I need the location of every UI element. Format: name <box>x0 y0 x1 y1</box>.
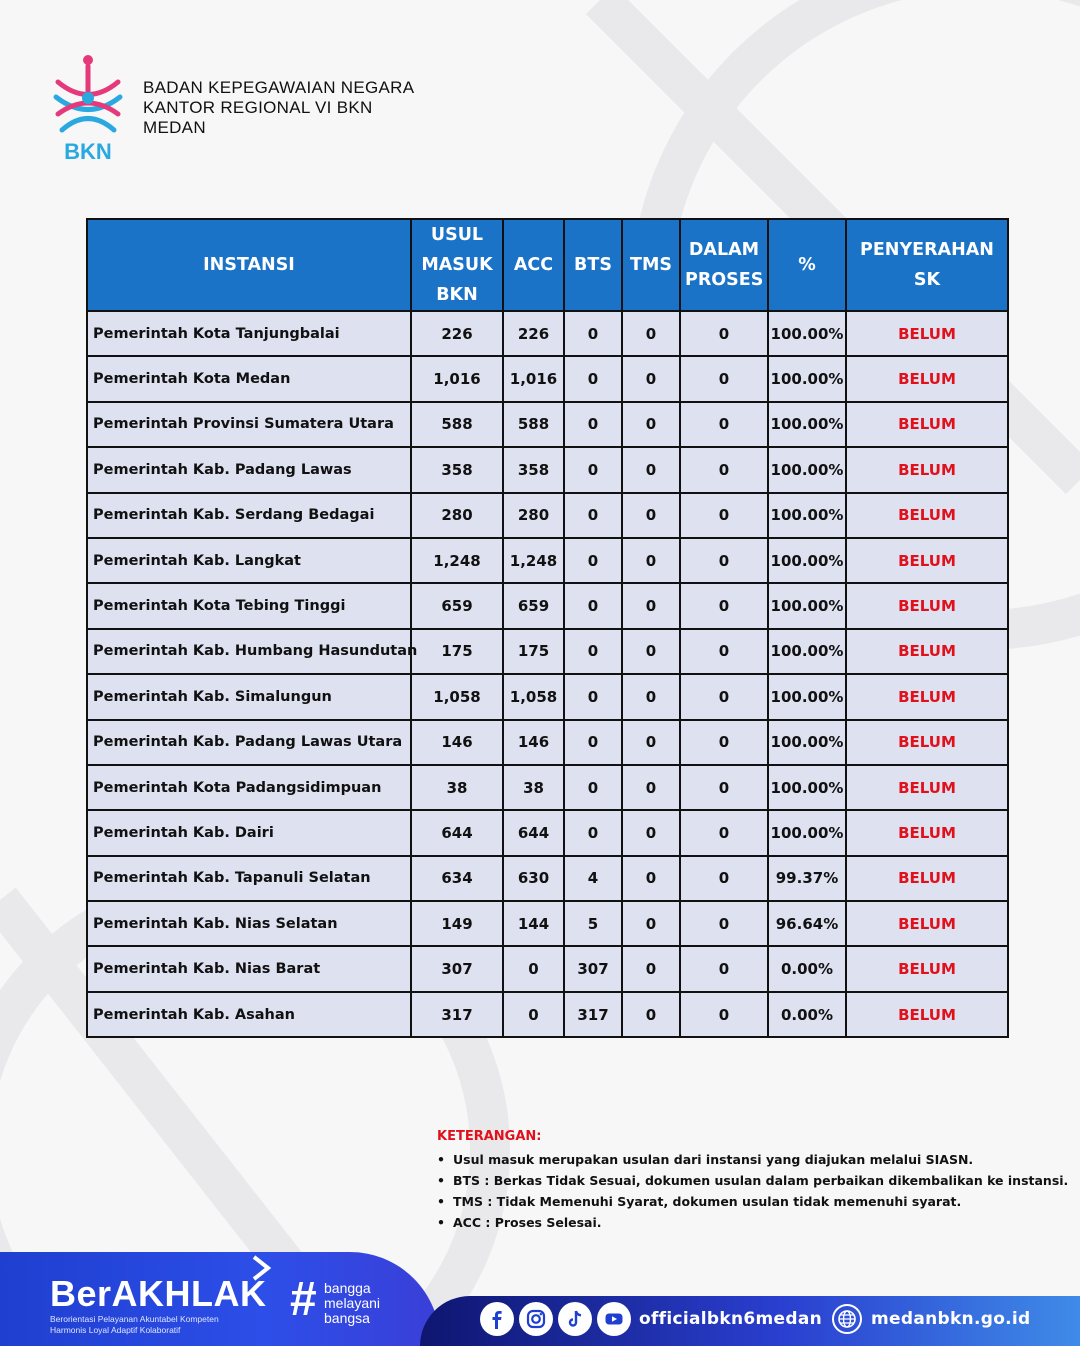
cell-tms: 0 <box>622 629 680 674</box>
cell-instansi: Pemerintah Kab. Langkat <box>87 538 411 583</box>
cell-instansi: Pemerintah Provinsi Sumatera Utara <box>87 402 411 447</box>
cell-bts: 4 <box>564 856 622 901</box>
cell-dalam-proses: 0 <box>680 493 768 538</box>
cell-bts: 0 <box>564 447 622 492</box>
tagline-line-2: Harmonis Loyal Adaptif Kolaboratif <box>50 1325 181 1335</box>
cell-percent: 100.00% <box>768 447 846 492</box>
table-header-row <box>87 219 1008 311</box>
cell-acc: 1,248 <box>503 538 564 583</box>
cell-tms: 0 <box>622 901 680 946</box>
cell-bts: 0 <box>564 356 622 401</box>
cell-penyerahan-sk: BELUM <box>846 356 1008 401</box>
cell-acc: 175 <box>503 629 564 674</box>
cell-acc: 630 <box>503 856 564 901</box>
cell-tms: 0 <box>622 720 680 765</box>
cell-tms: 0 <box>622 356 680 401</box>
table-row <box>87 856 1008 901</box>
cell-usul-masuk: 317 <box>411 992 503 1037</box>
cell-tms: 0 <box>622 992 680 1037</box>
cell-usul-masuk: 307 <box>411 946 503 991</box>
col-header-tms: TMS <box>622 219 680 311</box>
cell-usul-masuk: 175 <box>411 629 503 674</box>
bangga-line: bangsa <box>324 1310 370 1326</box>
notes-section <box>437 1129 1069 1233</box>
cell-acc: 0 <box>503 946 564 991</box>
cell-dalam-proses: 0 <box>680 992 768 1037</box>
cell-tms: 0 <box>622 493 680 538</box>
note-item: • BTS : Berkas Tidak Sesuai, dokumen usulan dalam perbaikan dikembalikan ke instansi. <box>437 1170 1057 1191</box>
col-header-instansi: INSTANSI <box>87 219 411 311</box>
cell-instansi: Pemerintah Kota Padangsidimpuan <box>87 765 411 810</box>
cell-percent: 100.00% <box>768 810 846 855</box>
cell-bts: 0 <box>564 402 622 447</box>
bangga-melayani-bangsa <box>324 1281 380 1326</box>
cell-instansi: Pemerintah Kab. Simalungun <box>87 674 411 719</box>
cell-percent: 100.00% <box>768 720 846 765</box>
cell-bts: 0 <box>564 810 622 855</box>
cell-instansi: Pemerintah Kab. Tapanuli Selatan <box>87 856 411 901</box>
cell-usul-masuk: 226 <box>411 311 503 356</box>
cell-instansi: Pemerintah Kota Tanjungbalai <box>87 311 411 356</box>
cell-percent: 100.00% <box>768 311 846 356</box>
table-row <box>87 674 1008 719</box>
cell-tms: 0 <box>622 810 680 855</box>
cell-tms: 0 <box>622 583 680 628</box>
cell-usul-masuk: 358 <box>411 447 503 492</box>
cell-acc: 226 <box>503 311 564 356</box>
cell-acc: 644 <box>503 810 564 855</box>
cell-tms: 0 <box>622 674 680 719</box>
cell-penyerahan-sk: BELUM <box>846 810 1008 855</box>
cell-dalam-proses: 0 <box>680 629 768 674</box>
cell-dalam-proses: 0 <box>680 447 768 492</box>
cell-percent: 96.64% <box>768 901 846 946</box>
chevron-right-icon <box>250 1255 272 1281</box>
cell-penyerahan-sk: BELUM <box>846 765 1008 810</box>
bangga-line: melayani <box>324 1295 381 1311</box>
cell-tms: 0 <box>622 765 680 810</box>
col-header-dalam-proses: DALAM PROSES <box>680 219 768 311</box>
org-line-2: KANTOR REGIONAL VI BKN <box>143 98 373 117</box>
cell-instansi: Pemerintah Kota Medan <box>87 356 411 401</box>
data-table <box>86 218 1009 1038</box>
table-row <box>87 810 1008 855</box>
table-row <box>87 720 1008 765</box>
col-header-bts: BTS <box>564 219 622 311</box>
berakhlak-tagline <box>50 1314 219 1336</box>
notes-list <box>437 1149 1069 1233</box>
table-row <box>87 538 1008 583</box>
organization-name <box>143 78 414 138</box>
cell-bts: 0 <box>564 674 622 719</box>
bkn-emblem-icon <box>48 52 128 162</box>
cell-bts: 0 <box>564 720 622 765</box>
cell-usul-masuk: 1,248 <box>411 538 503 583</box>
cell-percent: 100.00% <box>768 493 846 538</box>
cell-penyerahan-sk: BELUM <box>846 583 1008 628</box>
cell-tms: 0 <box>622 402 680 447</box>
tagline-line-1: Berorientasi Pelayanan Akuntabel Kompeten <box>50 1314 219 1324</box>
cell-penyerahan-sk: BELUM <box>846 538 1008 583</box>
cell-dalam-proses: 0 <box>680 720 768 765</box>
cell-bts: 0 <box>564 538 622 583</box>
cell-penyerahan-sk: BELUM <box>846 901 1008 946</box>
cell-instansi: Pemerintah Kab. Dairi <box>87 810 411 855</box>
cell-usul-masuk: 1,058 <box>411 674 503 719</box>
cell-dalam-proses: 0 <box>680 765 768 810</box>
cell-percent: 0.00% <box>768 946 846 991</box>
cell-penyerahan-sk: BELUM <box>846 720 1008 765</box>
cell-instansi: Pemerintah Kab. Nias Barat <box>87 946 411 991</box>
cell-usul-masuk: 280 <box>411 493 503 538</box>
cell-percent: 100.00% <box>768 538 846 583</box>
cell-usul-masuk: 1,016 <box>411 356 503 401</box>
cell-acc: 280 <box>503 493 564 538</box>
col-header-penyerahan-sk: PENYERAHAN SK <box>846 219 1008 311</box>
youtube-icon[interactable] <box>597 1302 631 1336</box>
facebook-icon[interactable] <box>480 1302 514 1336</box>
cell-acc: 659 <box>503 583 564 628</box>
cell-instansi: Pemerintah Kab. Asahan <box>87 992 411 1037</box>
instagram-icon[interactable] <box>519 1302 553 1336</box>
col-header-acc: ACC <box>503 219 564 311</box>
cell-penyerahan-sk: BELUM <box>846 447 1008 492</box>
data-table-container <box>86 218 1007 1038</box>
cell-percent: 100.00% <box>768 674 846 719</box>
website-link[interactable]: medanbkn.go.id <box>871 1309 1031 1329</box>
cell-usul-masuk: 659 <box>411 583 503 628</box>
cell-dalam-proses: 0 <box>680 402 768 447</box>
cell-instansi: Pemerintah Kab. Serdang Bedagai <box>87 493 411 538</box>
cell-bts: 0 <box>564 493 622 538</box>
bangga-line: bangga <box>324 1280 371 1296</box>
table-row <box>87 311 1008 356</box>
table-row <box>87 493 1008 538</box>
globe-icon <box>832 1304 862 1334</box>
cell-percent: 100.00% <box>768 583 846 628</box>
table-row <box>87 901 1008 946</box>
logo-text: BKN <box>64 139 112 162</box>
bkn-logo <box>48 52 128 162</box>
cell-usul-masuk: 634 <box>411 856 503 901</box>
cell-dalam-proses: 0 <box>680 583 768 628</box>
berakhlak-logo: BerAKHLAK <box>50 1273 267 1314</box>
cell-bts: 0 <box>564 311 622 356</box>
table-row <box>87 402 1008 447</box>
cell-penyerahan-sk: BELUM <box>846 856 1008 901</box>
note-item: • TMS : Tidak Memenuhi Syarat, dokumen usulan tidak memenuhi syarat. <box>437 1191 1057 1212</box>
cell-bts: 5 <box>564 901 622 946</box>
note-item: • ACC : Proses Selesai. <box>437 1212 1057 1233</box>
cell-tms: 0 <box>622 538 680 583</box>
cell-penyerahan-sk: BELUM <box>846 629 1008 674</box>
table-row <box>87 992 1008 1037</box>
cell-acc: 588 <box>503 402 564 447</box>
table-row <box>87 356 1008 401</box>
cell-dalam-proses: 0 <box>680 538 768 583</box>
cell-bts: 317 <box>564 992 622 1037</box>
cell-usul-masuk: 644 <box>411 810 503 855</box>
cell-penyerahan-sk: BELUM <box>846 674 1008 719</box>
org-line-1: BADAN KEPEGAWAIAN NEGARA <box>143 78 415 97</box>
social-handle[interactable]: officialbkn6medan <box>639 1309 822 1329</box>
org-line-3: MEDAN <box>143 118 206 137</box>
cell-usul-masuk: 38 <box>411 765 503 810</box>
cell-acc: 1,016 <box>503 356 564 401</box>
cell-usul-masuk: 149 <box>411 901 503 946</box>
cell-tms: 0 <box>622 311 680 356</box>
cell-penyerahan-sk: BELUM <box>846 311 1008 356</box>
hash-icon: # <box>290 1273 317 1326</box>
cell-instansi: Pemerintah Kab. Padang Lawas Utara <box>87 720 411 765</box>
cell-usul-masuk: 146 <box>411 720 503 765</box>
cell-percent: 100.00% <box>768 765 846 810</box>
cell-penyerahan-sk: BELUM <box>846 402 1008 447</box>
notes-title: KETERANGAN: <box>437 1129 542 1144</box>
cell-penyerahan-sk: BELUM <box>846 992 1008 1037</box>
cell-acc: 144 <box>503 901 564 946</box>
cell-penyerahan-sk: BELUM <box>846 493 1008 538</box>
cell-tms: 0 <box>622 856 680 901</box>
cell-bts: 0 <box>564 765 622 810</box>
table-row <box>87 765 1008 810</box>
table-body <box>87 311 1008 1037</box>
cell-instansi: Pemerintah Kab. Nias Selatan <box>87 901 411 946</box>
cell-bts: 0 <box>564 629 622 674</box>
col-header-usul: USUL MASUK BKN <box>411 219 503 311</box>
social-links <box>480 1302 1041 1336</box>
cell-tms: 0 <box>622 447 680 492</box>
cell-acc: 146 <box>503 720 564 765</box>
cell-acc: 1,058 <box>503 674 564 719</box>
cell-instansi: Pemerintah Kab. Humbang Hasundutan <box>87 629 411 674</box>
col-header-percent: % <box>768 219 846 311</box>
cell-percent: 0.00% <box>768 992 846 1037</box>
cell-acc: 38 <box>503 765 564 810</box>
cell-instansi: Pemerintah Kota Tebing Tinggi <box>87 583 411 628</box>
cell-usul-masuk: 588 <box>411 402 503 447</box>
cell-percent: 99.37% <box>768 856 846 901</box>
cell-acc: 358 <box>503 447 564 492</box>
cell-dalam-proses: 0 <box>680 901 768 946</box>
tiktok-icon[interactable] <box>558 1302 592 1336</box>
cell-penyerahan-sk: BELUM <box>846 946 1008 991</box>
cell-percent: 100.00% <box>768 402 846 447</box>
cell-dalam-proses: 0 <box>680 311 768 356</box>
cell-instansi: Pemerintah Kab. Padang Lawas <box>87 447 411 492</box>
cell-percent: 100.00% <box>768 356 846 401</box>
cell-dalam-proses: 0 <box>680 946 768 991</box>
cell-percent: 100.00% <box>768 629 846 674</box>
cell-dalam-proses: 0 <box>680 856 768 901</box>
table-row <box>87 583 1008 628</box>
table-row <box>87 946 1008 991</box>
table-row <box>87 447 1008 492</box>
cell-acc: 0 <box>503 992 564 1037</box>
cell-bts: 0 <box>564 583 622 628</box>
cell-bts: 307 <box>564 946 622 991</box>
cell-dalam-proses: 0 <box>680 810 768 855</box>
cell-dalam-proses: 0 <box>680 674 768 719</box>
cell-tms: 0 <box>622 946 680 991</box>
table-row <box>87 629 1008 674</box>
note-item: • Usul masuk merupakan usulan dari instansi yang diajukan melalui SIASN. <box>437 1149 1057 1170</box>
cell-dalam-proses: 0 <box>680 356 768 401</box>
